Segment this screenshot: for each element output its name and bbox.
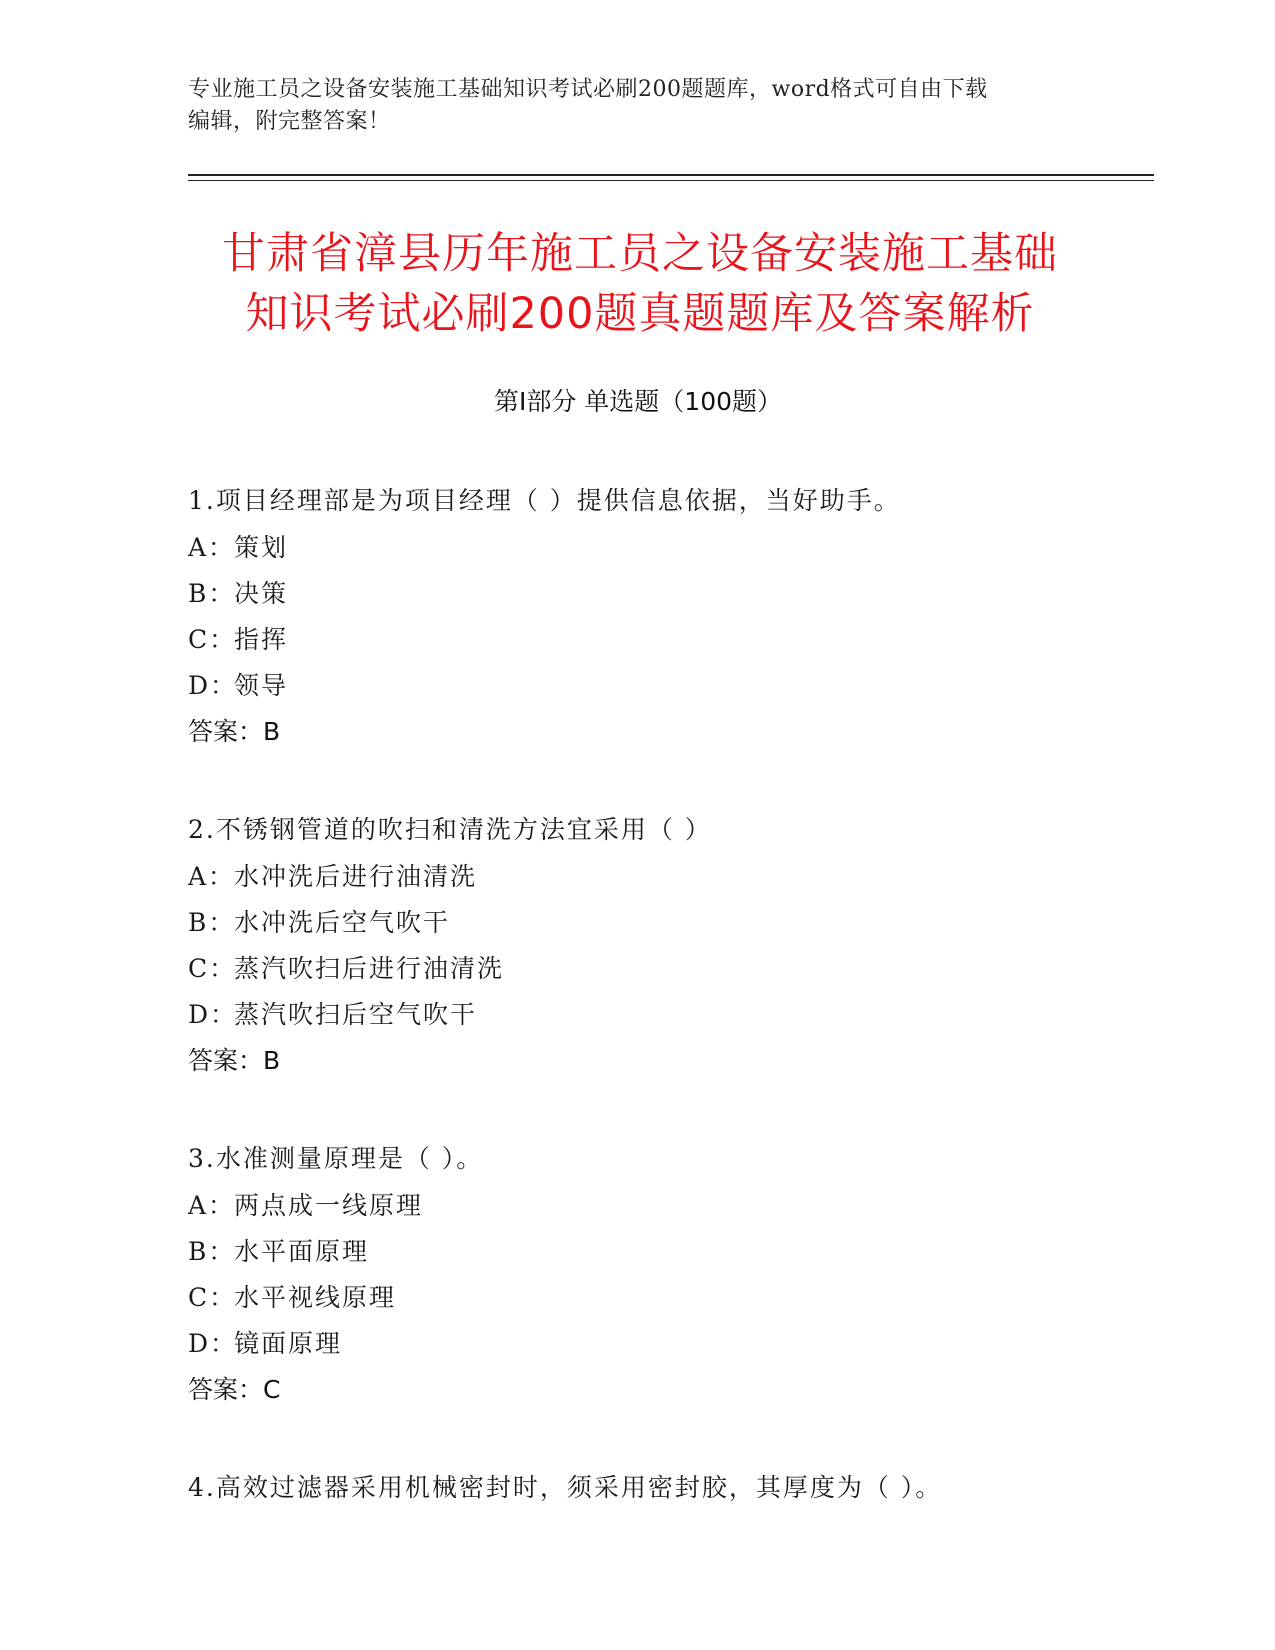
header-note-line-2: 编辑，附完整答案！ xyxy=(188,109,391,134)
answer: 答案：C xyxy=(188,1375,281,1404)
option-key: B： xyxy=(188,1237,236,1266)
option-b xyxy=(188,900,1148,946)
answer: 答案：B xyxy=(188,1046,281,1075)
document-title-line-1: 甘肃省漳县历年施工员之设备安装施工基础 xyxy=(222,229,1058,279)
option-key: A： xyxy=(188,1191,236,1220)
question-3 xyxy=(188,1136,1148,1413)
question-stem: 3.水准测量原理是（ ）。 xyxy=(188,1144,484,1173)
option-c xyxy=(188,617,1148,663)
option-key: D： xyxy=(188,1329,238,1358)
option-key: C： xyxy=(188,625,237,654)
option-text: 镜面原理 xyxy=(234,1329,343,1358)
option-text: 领导 xyxy=(234,671,289,700)
option-text: 策划 xyxy=(234,533,289,562)
option-key: C： xyxy=(188,1283,237,1312)
option-d xyxy=(188,663,1148,709)
question-stem: 4.高效过滤器采用机械密封时，须采用密封胶，其厚度为（ ）。 xyxy=(188,1473,943,1502)
option-text: 水冲洗后空气吹干 xyxy=(234,908,451,937)
option-key: A： xyxy=(188,533,236,562)
option-key: D： xyxy=(188,1000,238,1029)
option-key: A： xyxy=(188,862,236,891)
option-text: 水平面原理 xyxy=(234,1237,370,1266)
option-key: B： xyxy=(188,908,236,937)
option-text: 蒸汽吹扫后空气吹干 xyxy=(234,1000,478,1029)
question-stem: 2.不锈钢管道的吹扫和清洗方法宜采用（ ） xyxy=(188,815,712,844)
section-title: 第Ⅰ部分 单选题（100题） xyxy=(493,387,783,416)
question-1 xyxy=(188,478,1148,755)
question-2 xyxy=(188,807,1148,1084)
option-text: 决策 xyxy=(234,579,289,608)
question-4 xyxy=(188,1465,1148,1512)
question-list xyxy=(188,478,1148,1564)
header-note xyxy=(188,74,1088,138)
document-title xyxy=(160,224,1120,344)
answer: 答案：B xyxy=(188,717,281,746)
option-a xyxy=(188,1183,1148,1229)
header-divider-thin xyxy=(188,180,1154,181)
option-b xyxy=(188,571,1148,617)
option-key: D： xyxy=(188,671,238,700)
header-divider-thick xyxy=(188,174,1154,176)
option-key: C： xyxy=(188,954,237,983)
question-stem: 1.项目经理部是为项目经理（ ）提供信息依据，当好助手。 xyxy=(188,486,901,515)
option-b xyxy=(188,1229,1148,1275)
option-text: 指挥 xyxy=(234,625,289,654)
option-text: 水冲洗后进行油清洗 xyxy=(234,862,478,891)
option-text: 两点成一线原理 xyxy=(234,1191,424,1220)
option-key: B： xyxy=(188,579,236,608)
option-a xyxy=(188,525,1148,571)
option-c xyxy=(188,1275,1148,1321)
option-d xyxy=(188,1321,1148,1367)
option-text: 蒸汽吹扫后进行油清洗 xyxy=(234,954,505,983)
option-text: 水平视线原理 xyxy=(234,1283,397,1312)
option-c xyxy=(188,946,1148,992)
header-note-line-1: 专业施工员之设备安装施工基础知识考试必刷200题题库，word格式可自由下载 xyxy=(188,77,988,102)
document-title-line-2: 知识考试必刷200题真题题库及答案解析 xyxy=(245,289,1035,339)
option-d xyxy=(188,992,1148,1038)
option-a xyxy=(188,854,1148,900)
